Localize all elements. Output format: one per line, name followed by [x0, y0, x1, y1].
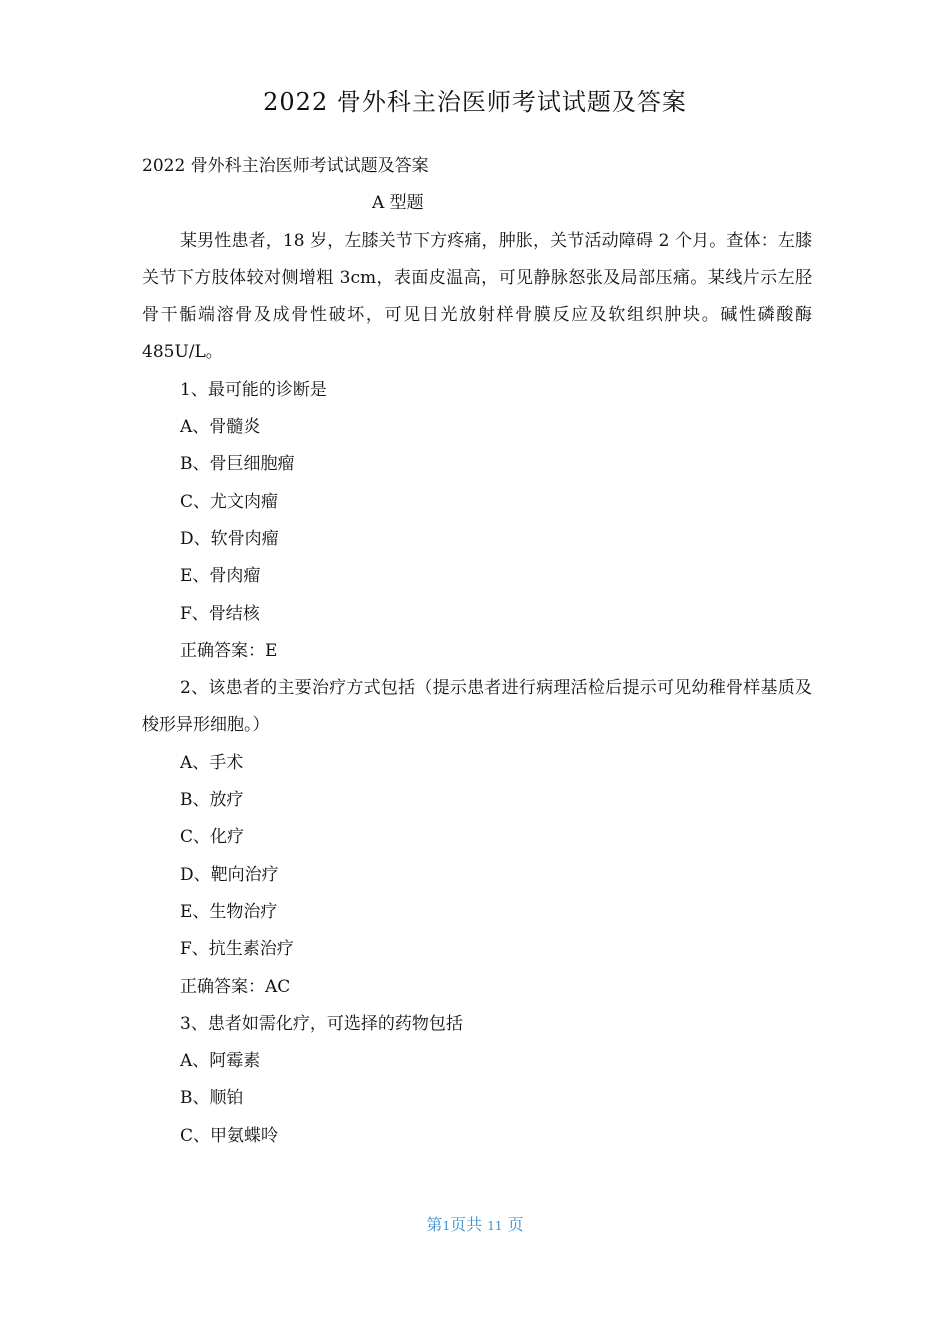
- footer-page-number: 1: [442, 1219, 451, 1233]
- question-2: 2、该患者的主要治疗方式包括（提示患者进行病理活检后提示可见幼稚骨样基质及梭形异形细胞。）: [142, 678, 812, 736]
- footer-suffix: 页: [507, 1215, 524, 1234]
- document-subtitle: 2022 骨外科主治医师考试试题及答案: [142, 156, 429, 176]
- footer-total-pages: 11: [487, 1219, 503, 1233]
- q1-answer: 正确答案：E: [180, 640, 278, 661]
- q1-option-c: C、尤文肉瘤: [180, 491, 279, 512]
- q3-option-a: A、阿霉素: [180, 1051, 261, 1072]
- q3-option-c: C、甲氨蝶呤: [180, 1125, 279, 1146]
- q1-option-b: B、骨巨细胞瘤: [180, 454, 295, 475]
- q3-option-b: B、顺铂: [180, 1088, 244, 1109]
- q2-option-b: B、放疗: [180, 790, 244, 811]
- document-title: 2022 骨外科主治医师考试试题及答案: [263, 88, 687, 116]
- q2-option-e: E、生物治疗: [180, 901, 278, 922]
- footer-prefix: 第: [426, 1215, 443, 1234]
- question-1: 1、最可能的诊断是: [180, 379, 327, 400]
- q1-option-a: A、骨髓炎: [180, 417, 261, 438]
- q2-option-d: D、靶向治疗: [180, 864, 279, 885]
- q2-option-f: F、抗生素治疗: [180, 939, 294, 960]
- q2-option-a: A、手术: [180, 752, 244, 773]
- q1-option-e: E、骨肉瘤: [180, 566, 261, 587]
- case-description: 某男性患者，18 岁，左膝关节下方疼痛，肿胀，关节活动障碍 2 个月。查体：左膝关节下方肢体较对侧增粗 3cm，表面皮温高，可见静脉怒张及局部压痛。某线片示左胫骨干骺端溶骨及成骨性破坏，可见日光放射样骨膜反应及软组织肿块。碱性磷酸酶 485U/L。: [142, 230, 812, 363]
- page-footer: [0, 1212, 950, 1235]
- q2-answer: 正确答案：AC: [180, 976, 291, 997]
- section-heading: A 型题: [372, 193, 424, 214]
- q1-option-f: F、骨结核: [180, 603, 260, 624]
- document-body: [142, 148, 812, 1155]
- q1-option-d: D、软骨肉瘤: [180, 528, 279, 549]
- q2-option-c: C、化疗: [180, 827, 245, 848]
- question-3: 3、患者如需化疗，可选择的药物包括: [180, 1013, 463, 1034]
- footer-middle: 页共: [450, 1215, 483, 1234]
